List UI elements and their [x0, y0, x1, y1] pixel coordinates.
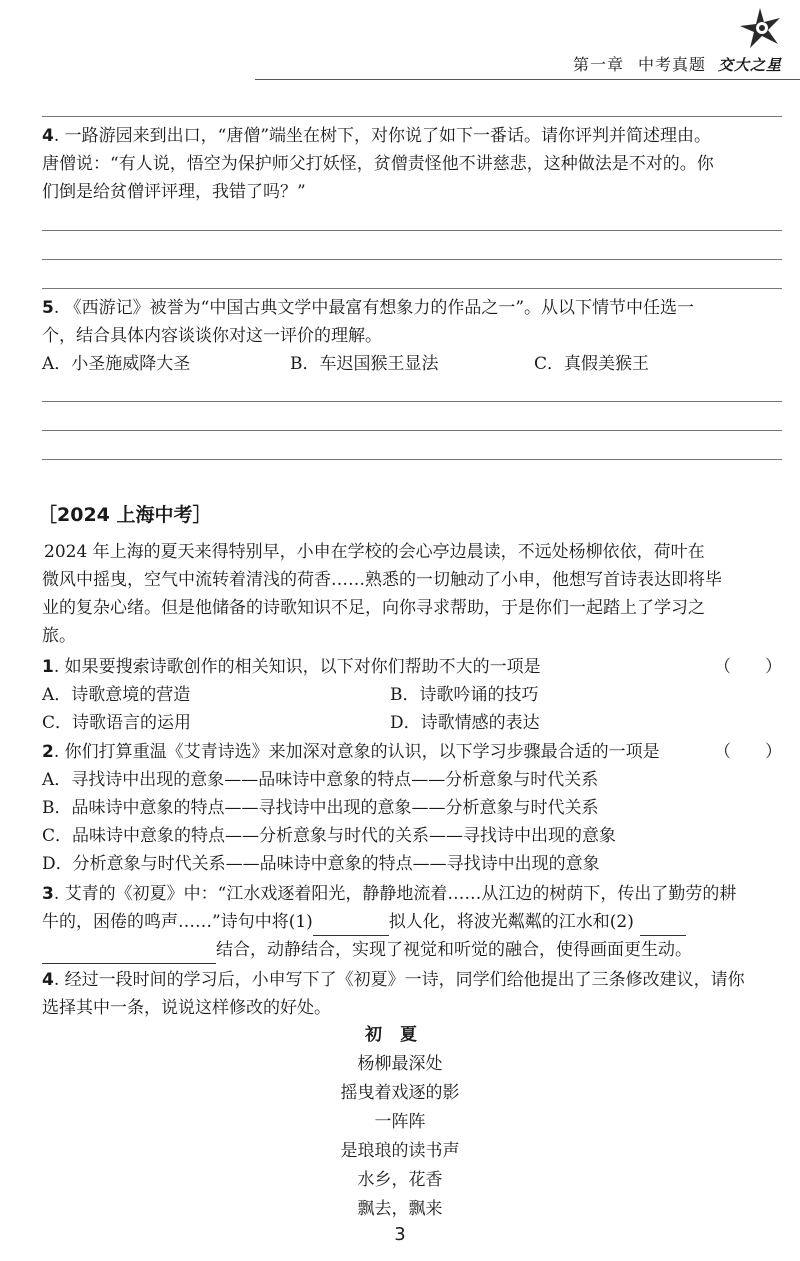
- question-text: 拟人化，将波光粼粼的江水和(2): [388, 912, 634, 932]
- answer-line: [42, 401, 782, 402]
- option-c: C．品味诗中意象的特点——分析意象与时代的关系——寻找诗中出现的意象: [42, 826, 617, 846]
- page-number: 3: [394, 1224, 406, 1245]
- answer-line: [42, 430, 782, 431]
- answer-bracket[interactable]: （ ）: [714, 657, 782, 677]
- question-text: 如果要搜索诗歌创作的相关知识，以下对你们帮助不大的一项是: [64, 657, 541, 677]
- poem-line: 飘去，飘来: [357, 1199, 443, 1219]
- question-text: 经过一段时间的学习后，小申写下了《初夏》一诗，同学们给他提出了三条修改建议，请你: [64, 970, 745, 990]
- header-rule: [255, 79, 800, 80]
- question-line: 2. 你们打算重温《艾青诗选》来加深对意象的认识，以下学习步骤最合适的一项是: [42, 742, 660, 762]
- question-number: 1: [42, 657, 54, 677]
- question-line: 4. 一路游园来到出口，“唐僧”端坐在树下，对你说了如下一番话。请你评判并简述理由。: [42, 126, 712, 146]
- question-line: 5. 《西游记》被誉为“中国古典文学中最富有想象力的作品之一”。从以下情节中任选一: [42, 298, 695, 318]
- option-d: D．诗歌情感的表达: [390, 713, 540, 733]
- question-text: 结合，动静结合，实现了视觉和听觉的融合，使得画面更生动。: [216, 940, 692, 960]
- question-4-top: [42, 122, 782, 206]
- question-4: [42, 966, 782, 1022]
- poem-line: 是琅琅的读书声: [340, 1141, 460, 1161]
- fill-blank-2-continued[interactable]: [42, 944, 216, 964]
- intro-paragraph: [42, 538, 782, 650]
- option-a: A．寻找诗中出现的意象——品味诗中意象的特点——分析意象与时代关系: [42, 770, 599, 790]
- question-text: 艾青的《初夏》中：“江水戏逐着阳光，静静地流着……从江边的树荫下，传出了勤劳的耕: [64, 884, 737, 904]
- intro-line: 2024 年上海的夏天来得特别早，小申在学校的会心亭边晨读，不远处杨柳依依，荷叶在: [44, 542, 705, 562]
- fill-blank-2[interactable]: [640, 916, 686, 936]
- options-row: [42, 681, 782, 709]
- question-line: 3. 艾青的《初夏》中：“江水戏逐着阳光，静静地流着……从江边的树荫下，传出了勤劳的耕: [42, 884, 737, 904]
- question-line: [42, 908, 782, 936]
- question-1: [42, 653, 782, 737]
- question-line: [42, 936, 782, 964]
- poem-line: 摇曳着戏逐的影: [340, 1083, 460, 1103]
- intro-line: 业的复杂心绪。但是他储备的诗歌知识不足，向你寻求帮助，于是你们一起踏上了学习之: [42, 598, 705, 618]
- option-b: B．车迟国猴王显法: [290, 354, 439, 374]
- section-title: ［2024 上海中考］: [38, 504, 212, 526]
- question-5-top: [42, 294, 782, 378]
- option-a: A．小圣施威降大圣: [42, 354, 191, 374]
- answer-bracket[interactable]: （ ）: [714, 742, 782, 762]
- question-line: 们倒是给贫僧评评理，我错了吗？”: [42, 182, 306, 202]
- question-text: 你们打算重温《艾青诗选》来加深对意象的认识，以下学习步骤最合适的一项是: [64, 742, 660, 762]
- option-c: C．真假美猴王: [534, 354, 650, 374]
- question-line: 4. 经过一段时间的学习后，小申写下了《初夏》一诗，同学们给他提出了三条修改建议，请你: [42, 970, 745, 990]
- option-c: C．诗歌语言的运用: [42, 713, 192, 733]
- question-text: 《西游记》被誉为“中国古典文学中最富有想象力的作品之一”。从以下情节中任选一: [64, 298, 695, 318]
- options-row: [42, 709, 782, 737]
- answer-line: [42, 230, 782, 231]
- answer-line: [42, 288, 782, 289]
- question-line: 唐僧说：“有人说，悟空为保护师父打妖怪，贫僧责怪他不讲慈悲，这种做法是不对的。你: [42, 154, 714, 174]
- header-text: [573, 52, 782, 75]
- answer-line: [42, 259, 782, 260]
- options-row: [42, 350, 782, 378]
- question-number: 4: [42, 126, 54, 146]
- question-line: 1. 如果要搜索诗歌创作的相关知识，以下对你们帮助不大的一项是: [42, 657, 541, 677]
- star-logo-icon: [738, 8, 782, 48]
- option-b: B．诗歌吟诵的技巧: [390, 685, 539, 705]
- intro-line: 微风中摇曳，空气中流转着清浅的荷香……熟悉的一切触动了小申，他想写首诗表达即将毕: [42, 570, 722, 590]
- question-text: 牛的，困倦的鸣声……”诗句中将(1): [42, 912, 313, 932]
- poem: [300, 1021, 500, 1224]
- answer-line: [42, 116, 782, 117]
- poem-line: 一阵阵: [374, 1112, 426, 1132]
- question-number: 2: [42, 742, 54, 762]
- poem-line: 杨柳最深处: [357, 1054, 443, 1074]
- option-a: A．诗歌意境的营造: [42, 685, 191, 705]
- poem-title: 初夏: [365, 1025, 435, 1045]
- header-chapter: 第一章: [572, 55, 624, 74]
- question-number: 4: [42, 970, 54, 990]
- question-number: 5: [42, 298, 54, 318]
- option-d: D．分析意象与时代关系——品味诗中意象的特点——寻找诗中出现的意象: [42, 854, 600, 874]
- fill-blank-1[interactable]: [313, 916, 389, 936]
- header-section: 中考真题: [637, 55, 706, 74]
- question-line: 选择其中一条，说说这样修改的好处。: [42, 998, 331, 1018]
- question-line: 个，结合具体内容谈谈你对这一评价的理解。: [42, 326, 382, 346]
- intro-line: 旅。: [42, 626, 76, 646]
- question-number: 3: [42, 884, 54, 904]
- question-3: [42, 880, 782, 964]
- poem-line: 水乡，花香: [357, 1170, 443, 1190]
- page-header: [255, 0, 800, 82]
- option-b: B．品味诗中意象的特点——寻找诗中出现的意象——分析意象与时代关系: [42, 798, 599, 818]
- question-text: 一路游园来到出口，“唐僧”端坐在树下，对你说了如下一番话。请你评判并简述理由。: [64, 126, 712, 146]
- answer-line: [42, 459, 782, 460]
- header-brand: 交大之星: [717, 56, 782, 74]
- question-2: [42, 738, 782, 878]
